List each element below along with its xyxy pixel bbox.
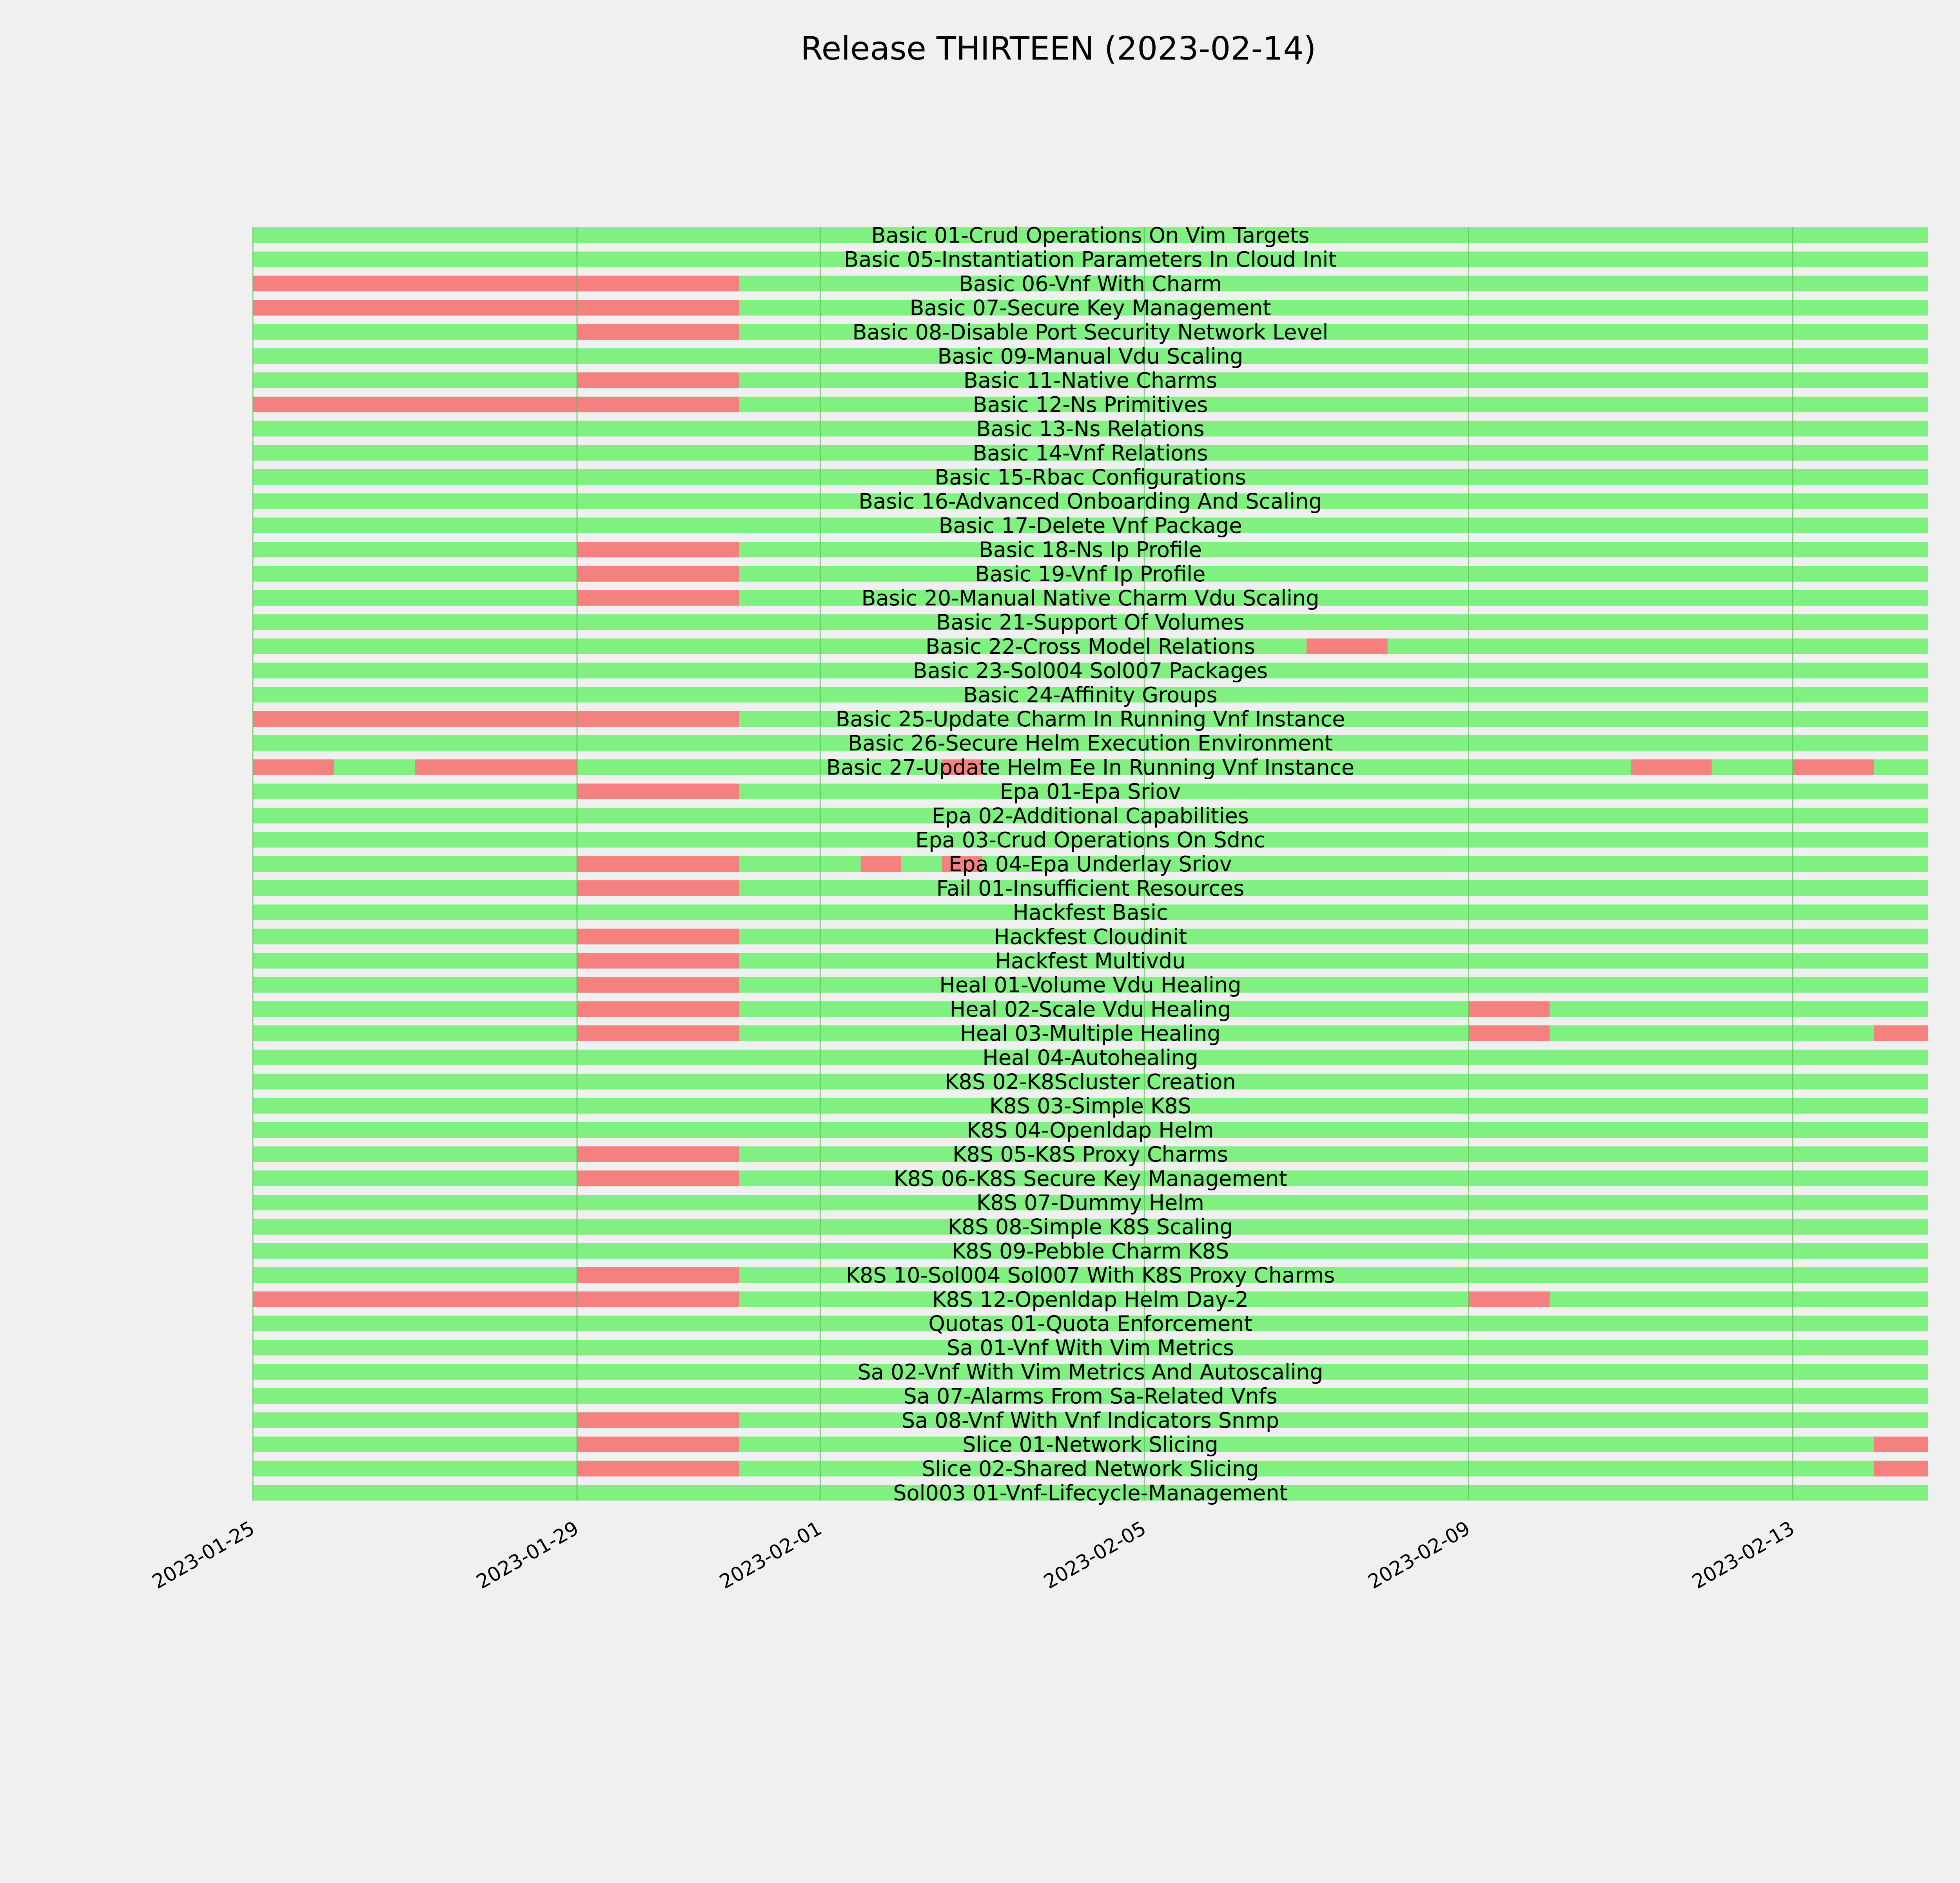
row-label: Basic 14-Vnf Relations	[973, 441, 1208, 466]
fail-bar	[577, 1412, 739, 1428]
fail-bar	[1468, 1025, 1550, 1041]
fail-bar	[577, 856, 739, 872]
row-label: K8S 12-Openldap Helm Day-2	[932, 1287, 1249, 1312]
fail-bar	[1793, 759, 1874, 775]
row-label: K8S 05-K8S Proxy Charms	[953, 1142, 1228, 1167]
fail-bar	[577, 324, 739, 340]
row-label: Epa 03-Crud Operations On Sdnc	[915, 827, 1265, 853]
fail-bar	[1468, 1292, 1550, 1307]
fail-bar	[577, 1146, 739, 1162]
row-label: Basic 22-Cross Model Relations	[926, 634, 1255, 659]
row-label: K8S 07-Dummy Helm	[976, 1190, 1204, 1215]
fail-bar	[577, 880, 739, 896]
row-label: Basic 17-Delete Vnf Package	[938, 513, 1242, 538]
row-label: Slice 01-Network Slicing	[962, 1432, 1218, 1457]
row-label: Basic 09-Manual Vdu Scaling	[937, 344, 1243, 369]
fail-bar	[1874, 1437, 1928, 1452]
row-label: Heal 04-Autohealing	[982, 1045, 1198, 1070]
fail-bar	[577, 566, 739, 582]
row-label: Sa 08-Vnf With Vnf Indicators Snmp	[901, 1408, 1279, 1433]
fail-bar	[577, 1001, 739, 1017]
row-label: Heal 03-Multiple Healing	[960, 1021, 1221, 1046]
row-label: Basic 11-Native Charms	[963, 368, 1218, 393]
row-label: Hackfest Cloudinit	[993, 924, 1187, 949]
fail-bar	[577, 1170, 739, 1186]
fail-bar	[861, 856, 901, 872]
row-label: K8S 02-K8Scluster Creation	[945, 1069, 1236, 1094]
fail-bar	[577, 784, 739, 799]
x-tick-label: 2023-02-01	[715, 1517, 826, 1594]
row-label: Sa 07-Alarms From Sa-Related Vnfs	[903, 1384, 1278, 1409]
fail-bar	[253, 759, 334, 775]
row-label: K8S 03-Simple K8S	[989, 1094, 1192, 1119]
row-label: K8S 08-Simple K8S Scaling	[947, 1214, 1233, 1239]
fail-bar	[1468, 1001, 1550, 1017]
chart-title: Release THIRTEEN (2023-02-14)	[800, 30, 1316, 67]
x-tick-label: 2023-02-09	[1364, 1517, 1474, 1594]
fail-bar	[577, 953, 739, 969]
row-label: Basic 12-Ns Primitives	[973, 392, 1208, 417]
fail-bar	[1307, 639, 1388, 654]
fail-bar	[577, 1025, 739, 1041]
fail-bar	[577, 372, 739, 388]
row-label: Epa 01-Epa Sriov	[1000, 779, 1181, 804]
row-label: Fail 01-Insufficient Resources	[936, 876, 1245, 901]
fail-bar	[415, 759, 577, 775]
row-label: Quotas 01-Quota Enforcement	[928, 1311, 1252, 1336]
row-label: Basic 06-Vnf With Charm	[958, 271, 1222, 296]
fail-bar	[577, 1461, 739, 1477]
row-label: Heal 02-Scale Vdu Healing	[949, 997, 1231, 1022]
row-label: Epa 04-Epa Underlay Sriov	[949, 852, 1232, 877]
row-label: Basic 08-Disable Port Security Network Level	[852, 319, 1328, 345]
row-label: Basic 07-Secure Key Management	[909, 296, 1271, 321]
fail-bar	[1874, 1461, 1928, 1477]
row-label: Heal 01-Volume Vdu Healing	[939, 972, 1241, 998]
x-tick-label: 2023-01-25	[148, 1517, 258, 1594]
row-label: Basic 21-Support Of Volumes	[936, 610, 1245, 635]
row-label: Basic 05-Instantiation Parameters In Cloud Init	[844, 247, 1337, 272]
fail-bar	[1631, 759, 1712, 775]
fail-bar	[1874, 1025, 1928, 1041]
row-label: Hackfest Basic	[1013, 900, 1168, 925]
row-label: Sol003 01-Vnf-Lifecycle-Management	[893, 1480, 1288, 1506]
fail-bar	[253, 397, 739, 412]
row-label: Basic 20-Manual Native Charm Vdu Scaling	[861, 586, 1319, 611]
x-tick-label: 2023-02-05	[1040, 1517, 1150, 1594]
row-label: Sa 02-Vnf With Vim Metrics And Autoscaling	[857, 1359, 1323, 1384]
row-label: Basic 18-Ns Ip Profile	[978, 537, 1202, 562]
row-label: Basic 27-Update Helm Ee In Running Vnf Instance	[826, 755, 1354, 780]
row-label: Basic 26-Secure Helm Execution Environment	[848, 731, 1333, 756]
row-label: Epa 02-Additional Capabilities	[932, 803, 1249, 828]
fail-bar	[577, 977, 739, 993]
row-label: Slice 02-Shared Network Slicing	[922, 1456, 1259, 1481]
row-label: Hackfest Multivdu	[995, 949, 1186, 973]
fail-bar	[253, 300, 739, 316]
row-label: Basic 16-Advanced Onboarding And Scaling	[858, 489, 1322, 514]
row-label: Basic 13-Ns Relations	[976, 416, 1205, 441]
fail-bar	[253, 711, 739, 727]
row-label: Basic 19-Vnf Ip Profile	[975, 561, 1206, 586]
fail-bar	[253, 1292, 739, 1307]
row-label: Basic 24-Affinity Groups	[963, 682, 1218, 707]
fail-bar	[577, 1267, 739, 1283]
row-label: K8S 06-K8S Secure Key Management	[893, 1166, 1287, 1191]
fail-bar	[577, 542, 739, 557]
row-label: Basic 25-Update Charm In Running Vnf Instance	[835, 707, 1345, 731]
fail-bar	[577, 590, 739, 606]
row-label: K8S 10-Sol004 Sol007 With K8S Proxy Charms	[846, 1263, 1335, 1288]
row-label: K8S 09-Pebble Charm K8S	[951, 1239, 1229, 1264]
row-label: Basic 23-Sol004 Sol007 Packages	[913, 658, 1268, 683]
fail-bar	[577, 1437, 739, 1452]
row-label: Basic 01-Crud Operations On Vim Targets	[871, 223, 1310, 248]
x-tick-label: 2023-01-29	[472, 1517, 583, 1594]
x-tick-label: 2023-02-13	[1688, 1517, 1798, 1594]
row-label: K8S 04-Openldap Helm	[967, 1117, 1214, 1143]
fail-bar	[577, 929, 739, 944]
row-label: Basic 15-Rbac Configurations	[935, 465, 1246, 490]
row-label: Sa 01-Vnf With Vim Metrics	[946, 1335, 1234, 1361]
fail-bar	[253, 276, 739, 291]
